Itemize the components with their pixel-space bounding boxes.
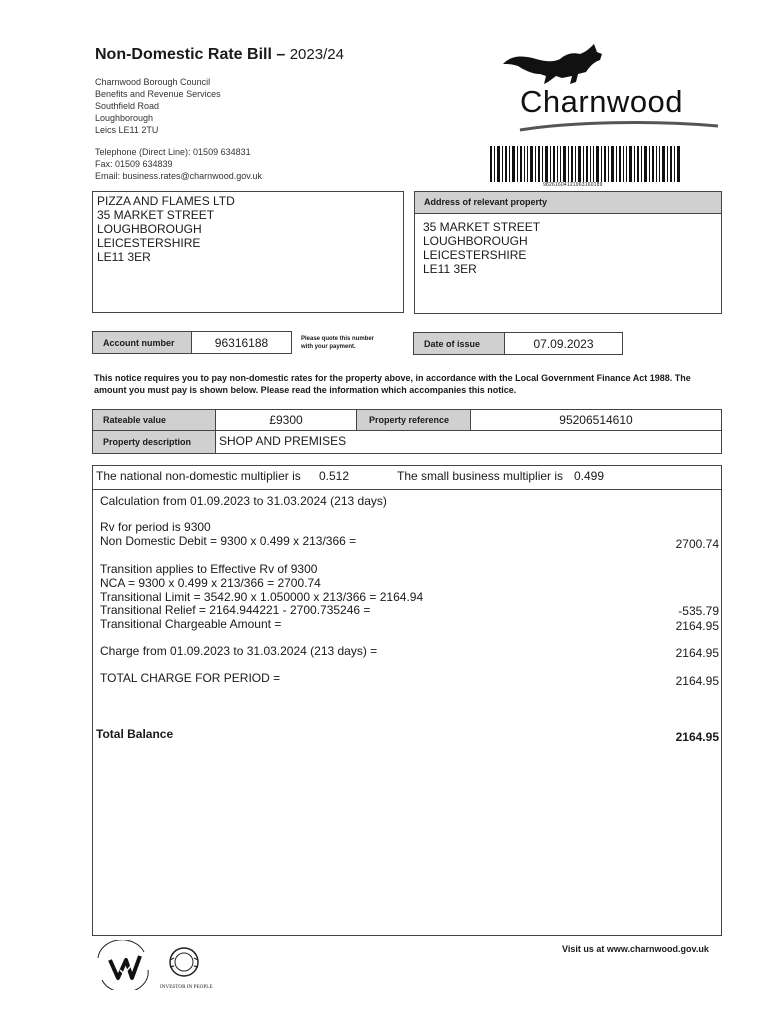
- quote-note-line: Please quote this number: [301, 336, 375, 342]
- total-charge-amount: 2164.95: [675, 674, 719, 688]
- national-multiplier-label: The national non-domestic multiplier is: [96, 469, 301, 483]
- quote-note-line: with your payment.: [301, 344, 356, 350]
- council-address: [95, 76, 221, 136]
- barcode-number: 98261604121963160189: [543, 182, 603, 188]
- bill-year: 2023/24: [289, 46, 344, 63]
- transition-line: Transitional Limit = 3542.90 x 1.050000 x 213/366 = 2164.94: [100, 590, 424, 604]
- mailing-address-line: LEICESTERSHIRE: [97, 236, 201, 250]
- fax: Fax: 01509 634839: [95, 159, 173, 169]
- barcode: [490, 146, 680, 182]
- chargeable-line: Transitional Chargeable Amount =: [100, 617, 282, 631]
- charge-line: Charge from 01.09.2023 to 31.03.2024 (213 days) =: [100, 644, 378, 658]
- investor-in-people-seal-icon: [160, 940, 232, 992]
- property-reference: 95206514610: [470, 409, 722, 431]
- rv-for-period: Rv for period is 9300: [100, 520, 211, 534]
- debit-line: Non Domestic Debit = 9300 x 0.499 x 213/366 =: [100, 534, 357, 548]
- relief-line: Transitional Relief = 2164.944221 - 2700.735246 =: [100, 603, 371, 617]
- charge-amount: 2164.95: [675, 646, 719, 660]
- property-address: [423, 220, 540, 276]
- date-of-issue-label: Date of issue: [413, 332, 505, 355]
- council-address-line: Benefits and Revenue Services: [95, 89, 221, 99]
- property-address-line: LE11 3ER: [423, 262, 477, 276]
- legal-notice: This notice requires you to pay non-domestic rates for the property above, in accordance with the Local Government Finance Act 1988. The amount you must pay is shown below. Please read the information which accompanies this notice.: [94, 373, 691, 395]
- property-description: SHOP AND PREMISES: [215, 430, 722, 454]
- relief-amount: -535.79: [678, 604, 719, 618]
- website-link[interactable]: Visit us at www.charnwood.gov.uk: [562, 944, 709, 954]
- mailing-address: [97, 194, 235, 264]
- property-reference-label: Property reference: [356, 409, 471, 431]
- council-address-line: Southfield Road: [95, 101, 160, 111]
- mailing-address-line: 35 MARKET STREET: [97, 208, 215, 222]
- mailing-address-line: LOUGHBOROUGH: [97, 222, 202, 236]
- calculation-period: Calculation from 01.09.2023 to 31.03.2024 (213 days): [100, 494, 387, 508]
- bill-title: Non-Domestic Rate Bill – 2023/24: [95, 46, 344, 63]
- total-charge-line: TOTAL CHARGE FOR PERIOD =: [100, 671, 281, 685]
- national-multiplier-value: 0.512: [319, 469, 350, 483]
- seal2-label: INVESTOR IN PEOPLE: [160, 984, 213, 990]
- date-of-issue-value: 07.09.2023: [504, 332, 623, 355]
- mailing-address-line: LE11 3ER: [97, 250, 151, 264]
- telephone: Telephone (Direct Line): 01509 634831: [95, 147, 251, 157]
- mailing-address-line: PIZZA AND FLAMES LTD: [97, 194, 235, 208]
- total-balance-amount: 2164.95: [675, 730, 719, 744]
- chargeable-amount: 2164.95: [675, 619, 719, 633]
- council-contact: [95, 146, 262, 182]
- council-address-line: Leics LE11 2TU: [95, 125, 159, 135]
- debit-amount: 2700.74: [675, 537, 719, 551]
- account-number-value: 96316188: [191, 331, 292, 354]
- transition-line: Transition applies to Effective Rv of 9300: [100, 562, 318, 576]
- email: Email: business.rates@charnwood.gov.uk: [95, 171, 263, 181]
- account-number-label: Account number: [92, 331, 192, 354]
- property-address-label: Address of relevant property: [415, 192, 721, 214]
- property-address-line: 35 MARKET STREET: [423, 220, 541, 234]
- rateable-value: £9300: [215, 409, 357, 431]
- rateable-value-label: Rateable value: [92, 409, 216, 431]
- property-description-label: Property description: [92, 430, 216, 454]
- transition-line: NCA = 9300 x 0.499 x 213/366 = 2700.74: [100, 576, 321, 590]
- property-address-line: LOUGHBOROUGH: [423, 234, 528, 248]
- small-multiplier-value: 0.499: [574, 469, 605, 483]
- council-address-line: Loughborough: [95, 113, 154, 123]
- council-address-line: Charnwood Borough Council: [95, 77, 211, 87]
- total-balance-label: Total Balance: [96, 727, 174, 741]
- logo-wordmark: Charnwood: [520, 84, 684, 119]
- property-address-line: LEICESTERSHIRE: [423, 248, 527, 262]
- disability-confident-seal-icon: [92, 940, 152, 990]
- quote-note: [301, 335, 374, 351]
- small-multiplier-label: The small business multiplier is: [397, 469, 564, 483]
